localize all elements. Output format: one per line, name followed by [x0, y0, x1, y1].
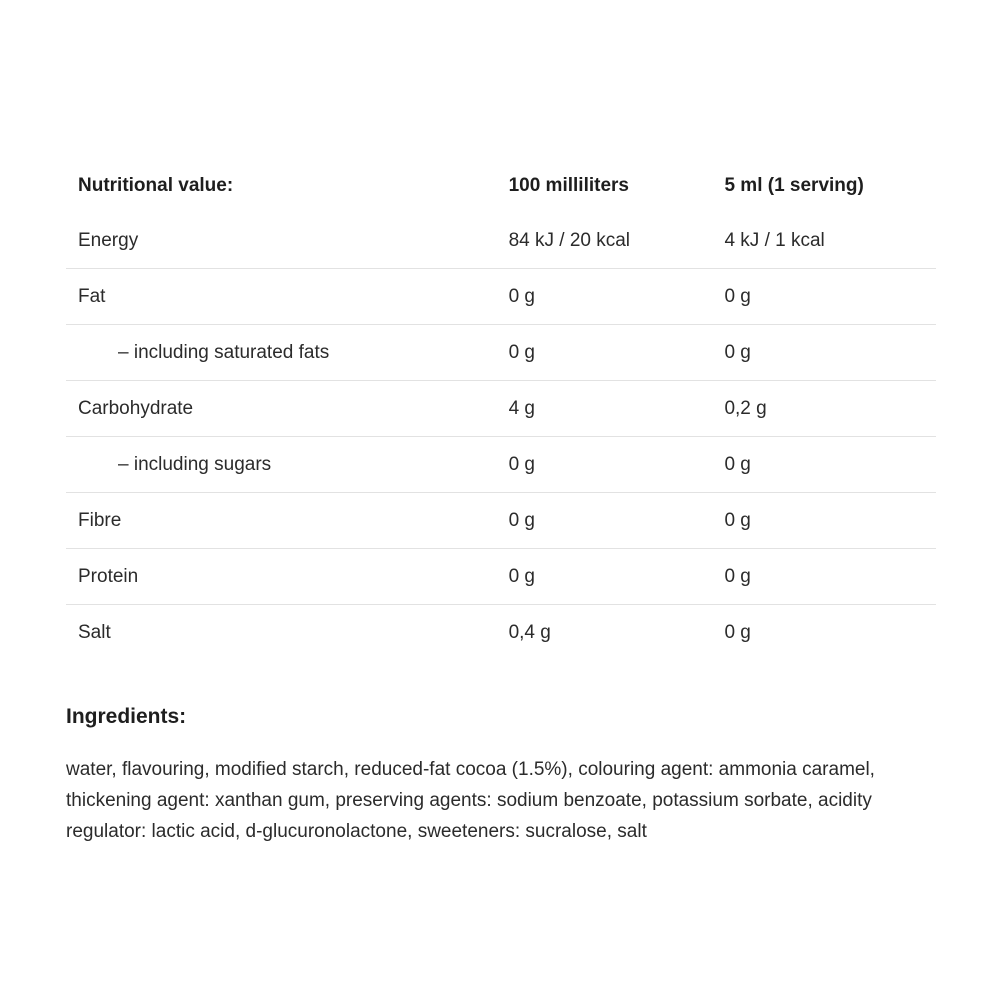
table-row	[66, 381, 936, 437]
table-row	[66, 549, 936, 605]
row-value-100ml: 0 g	[508, 341, 535, 363]
table-row	[66, 213, 936, 269]
row-name: Fibre	[78, 509, 122, 531]
row-name: Salt	[78, 621, 111, 643]
row-value-serving: 0 g	[724, 341, 751, 363]
row-name: Fat	[78, 285, 106, 307]
row-value-serving: 0 g	[724, 285, 751, 307]
row-value-serving: 0 g	[724, 509, 751, 531]
table-row	[66, 437, 936, 493]
header-100-milliliters: 100 milliliters	[508, 174, 629, 196]
table-header-row	[66, 158, 936, 213]
row-name: Protein	[78, 565, 139, 587]
row-name: – including sugars	[118, 453, 272, 475]
header-per-serving: 5 ml (1 serving)	[724, 174, 864, 196]
row-name: – including saturated fats	[118, 341, 330, 363]
row-value-100ml: 0 g	[508, 285, 535, 307]
table-row	[66, 325, 936, 381]
row-value-100ml: 0 g	[508, 453, 535, 475]
row-value-serving: 0,2 g	[724, 397, 767, 419]
ingredients-heading: Ingredients:	[66, 705, 187, 728]
table-row	[66, 493, 936, 549]
row-value-100ml: 84 kJ / 20 kcal	[508, 229, 631, 251]
table-row	[66, 269, 936, 325]
header-nutritional-value: Nutritional value:	[78, 174, 234, 196]
table-row	[66, 605, 936, 661]
row-value-serving: 0 g	[724, 453, 751, 475]
nutrition-table	[66, 158, 936, 660]
ingredients-text: water, flavouring, modified starch, reduced-fat cocoa (1.5%), colouring agent: ammonia caramel, thickening agent: xanthan gum, preserving agents: sodium benzoate, potassium sorbate, acidity regulator: lactic acid, d-glucuronolactone, sweeteners: sucralose, salt	[66, 759, 875, 842]
row-value-100ml: 0,4 g	[508, 621, 551, 643]
row-name: Carbohydrate	[78, 397, 194, 419]
row-value-serving: 4 kJ / 1 kcal	[724, 229, 825, 251]
row-value-serving: 0 g	[724, 621, 751, 643]
row-value-100ml: 0 g	[508, 565, 535, 587]
row-name: Energy	[78, 229, 139, 251]
row-value-100ml: 4 g	[508, 397, 535, 419]
row-value-serving: 0 g	[724, 565, 751, 587]
row-value-100ml: 0 g	[508, 509, 535, 531]
